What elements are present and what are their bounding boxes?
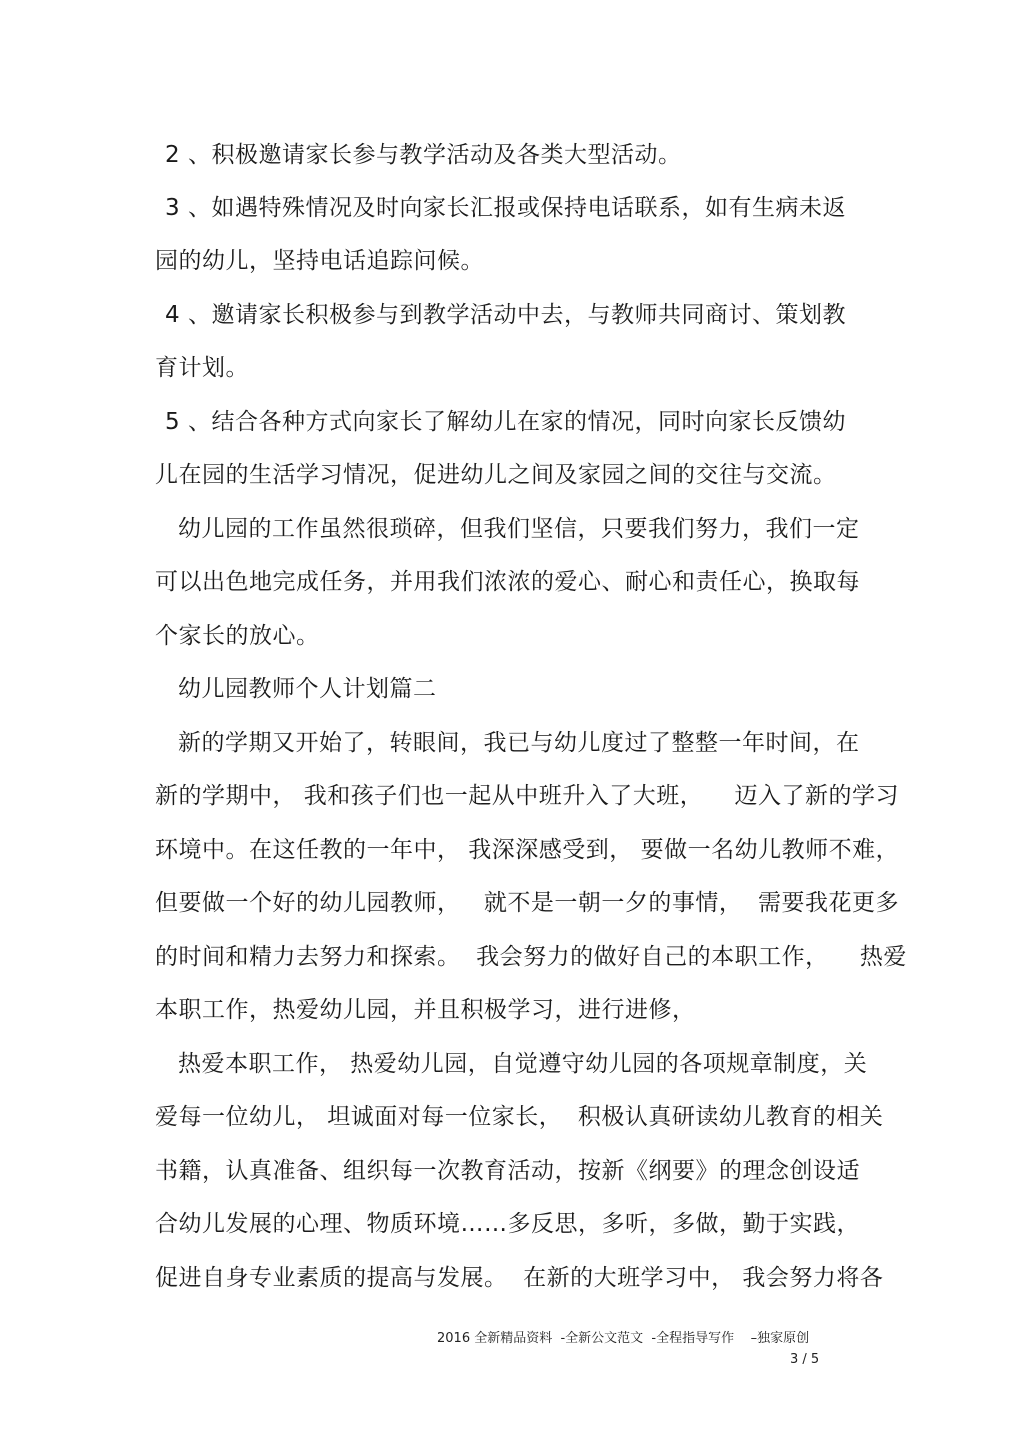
list-item-4-line-1: 4 、邀请家长积极参与到教学活动中去，与教师共同商讨、策划教 bbox=[165, 302, 846, 328]
list-item-2: 2 、积极邀请家长参与教学活动及各类大型活动。 bbox=[165, 142, 682, 168]
paragraph-summary-line-3: 个家长的放心。 bbox=[155, 623, 320, 649]
paragraph-duty-line-5: 促进自身专业素质的提高与发展。 在新的大班学习中， 我会努力将各 bbox=[155, 1265, 884, 1291]
paragraph-intro-line-6: 本职工作，热爱幼儿园，并且积极学习，进行进修， bbox=[155, 997, 696, 1023]
paragraph-duty-line-4: 合幼儿发展的心理、物质环境……多反思，多听，多做，勤于实践， bbox=[155, 1211, 860, 1237]
list-item-3-line-1: 3 、如遇特殊情况及时向家长汇报或保持电话联系，如有生病未返 bbox=[165, 195, 846, 221]
paragraph-intro-line-4: 但要做一个好的幼儿园教师， 就不是一朝一夕的事情， 需要我花更多 bbox=[155, 890, 900, 916]
paragraph-intro-line-5: 的时间和精力去努力和探索。 我会努力的做好自己的本职工作， 热爱 bbox=[155, 944, 907, 970]
paragraph-duty-line-2: 爱每一位幼儿， 坦诚面对每一位家长， 积极认真研读幼儿教育的相关 bbox=[155, 1104, 884, 1130]
paragraph-duty-line-3: 书籍，认真准备、组织每一次教育活动，按新《纲要》的理念创设适 bbox=[155, 1158, 860, 1184]
list-item-5-line-1: 5 、结合各种方式向家长了解幼儿在家的情况，同时向家长反馈幼 bbox=[165, 409, 846, 435]
paragraph-intro-line-3: 环境中。在这任教的一年中， 我深深感受到， 要做一名幼儿教师不难， bbox=[155, 837, 900, 863]
list-item-3-line-2: 园的幼儿，坚持电话追踪问候。 bbox=[155, 248, 484, 274]
footer-page-number: 3 / 5 bbox=[790, 1352, 820, 1367]
paragraph-summary-line-2: 可以出色地完成任务，并用我们浓浓的爱心、耐心和责任心，换取每 bbox=[155, 569, 860, 595]
paragraph-intro-line-1: 新的学期又开始了，转眼间，我已与幼儿度过了整整一年时间，在 bbox=[178, 730, 860, 756]
paragraph-duty-line-1: 热爱本职工作， 热爱幼儿园，自觉遵守幼儿园的各项规章制度，关 bbox=[178, 1051, 868, 1077]
section-heading: 幼儿园教师个人计划篇二 bbox=[178, 676, 437, 702]
list-item-5-line-2: 儿在园的生活学习情况，促进幼儿之间及家园之间的交往与交流。 bbox=[155, 462, 837, 488]
paragraph-intro-line-2: 新的学期中， 我和孩子们也一起从中班升入了大班， 迈入了新的学习 bbox=[155, 783, 900, 809]
paragraph-summary-line-1: 幼儿园的工作虽然很琐碎，但我们坚信，只要我们努力，我们一定 bbox=[178, 516, 860, 542]
list-item-4-line-2: 育计划。 bbox=[155, 355, 249, 381]
footer-source-text: 2016 全新精品资料 -全新公文范文 -全程指导写作 –独家原创 bbox=[437, 1331, 810, 1346]
